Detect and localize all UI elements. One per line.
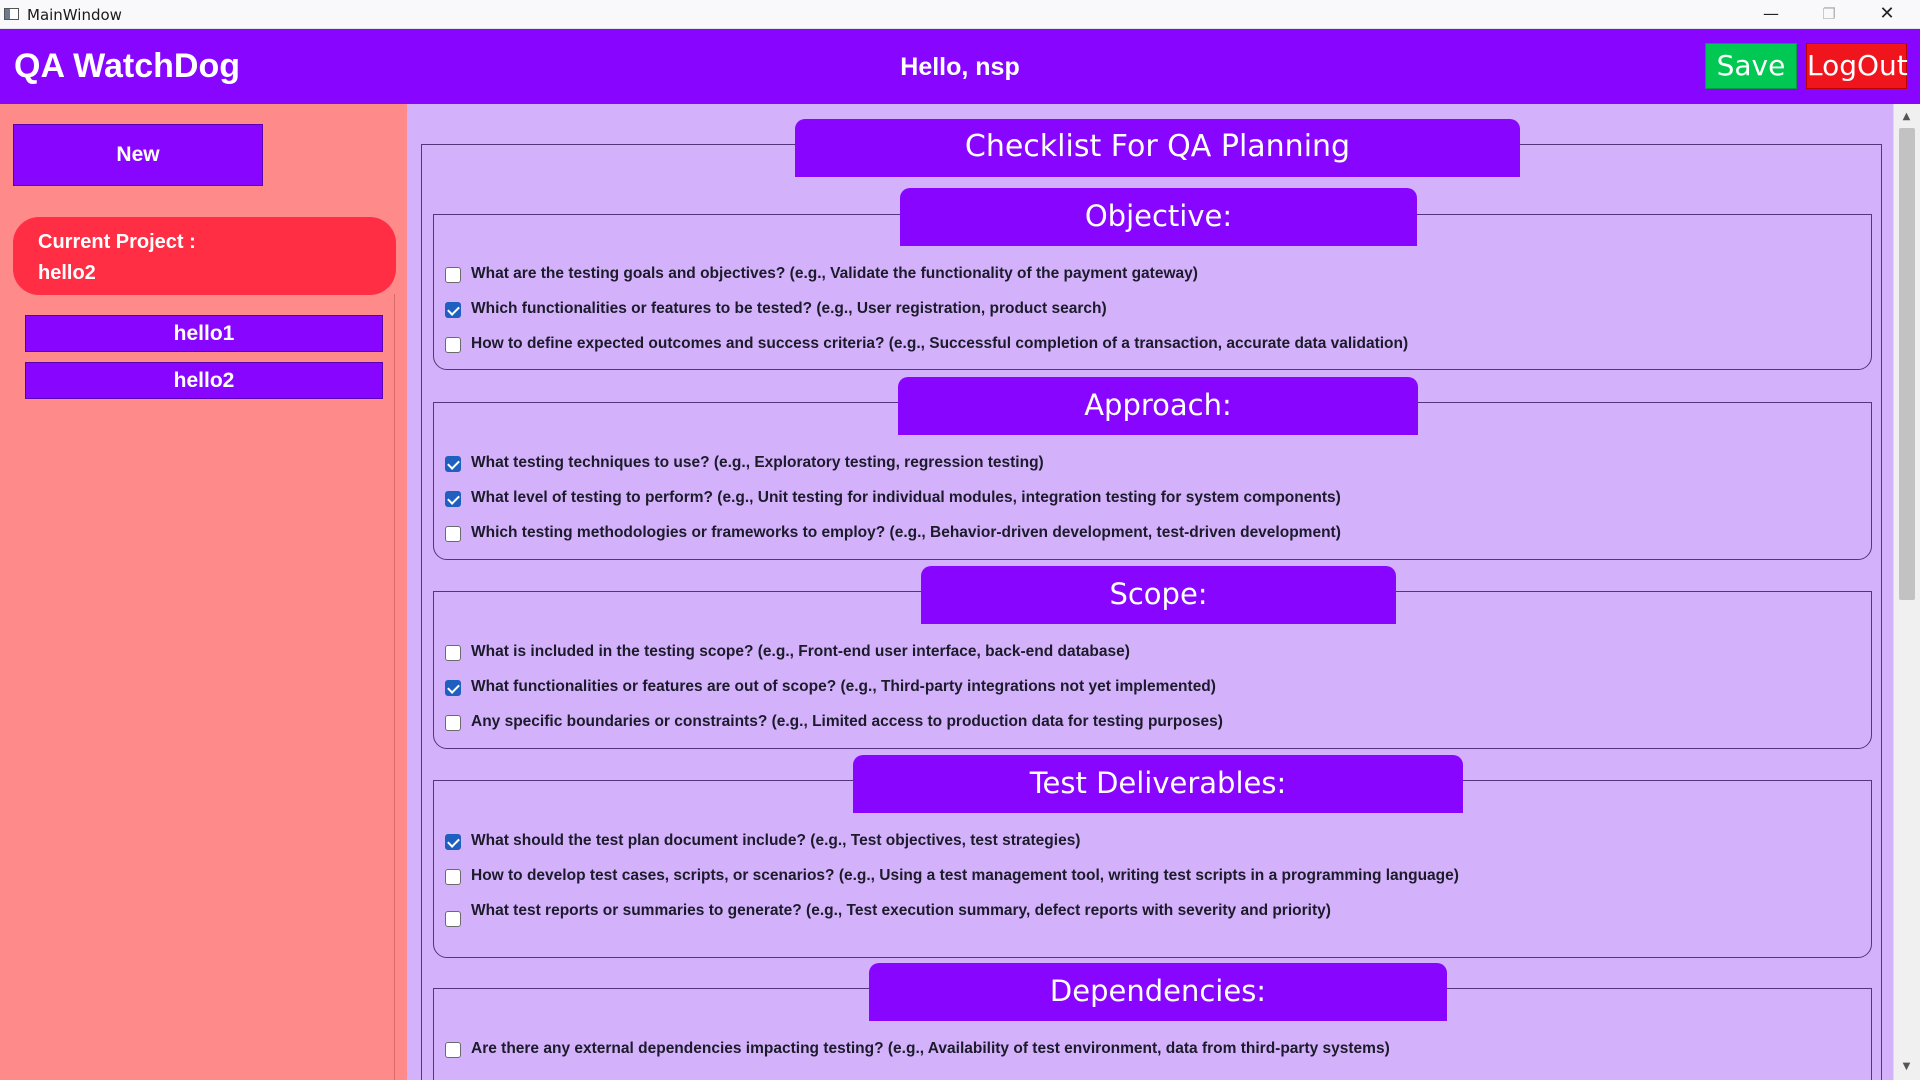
checkbox[interactable] (445, 491, 461, 507)
window-app-icon (4, 8, 19, 20)
scroll-down-icon[interactable]: ▼ (1902, 1061, 1911, 1072)
sidebar (0, 104, 407, 1080)
save-button[interactable]: Save (1705, 43, 1797, 89)
checklist-item-text: Any specific boundaries or constraints? (e.g., Limited access to production data for testing purposes) (471, 713, 1223, 730)
user-greeting: Hello, nsp (900, 53, 1020, 81)
checklist-item-text: What functionalities or features are out of scope? (e.g., Third-party integrations not yet implemented) (471, 678, 1216, 695)
checkbox[interactable] (445, 526, 461, 542)
app-title: QA WatchDog (14, 47, 241, 85)
checklist-item-text: Are there any external dependencies impacting testing? (e.g., Availability of test environment, data from third-party systems) (471, 1040, 1390, 1057)
logout-button[interactable]: LogOut (1806, 43, 1907, 89)
section-title-scope: Scope: (921, 566, 1396, 624)
section-title-test-deliverables: Test Deliverables: (853, 755, 1463, 813)
checkbox[interactable] (445, 680, 461, 696)
checklist-item-text: Which testing methodologies or frameworks to employ? (e.g., Behavior-driven development, test-driven development) (471, 524, 1341, 541)
checklist-item-text: What test reports or summaries to generate? (e.g., Test execution summary, defect reports with severity and priority) (471, 902, 1331, 919)
section-title-dependencies: Dependencies: (869, 963, 1447, 1021)
project-button-hello2[interactable]: hello2 (25, 362, 383, 399)
checklist-title: Checklist For QA Planning (795, 119, 1520, 177)
scroll-up-icon[interactable]: ▲ (1902, 111, 1911, 122)
checklist-item-text: How to develop test cases, scripts, or scenarios? (e.g., Using a test management tool, writing test scripts in a programming language) (471, 867, 1459, 884)
checkbox[interactable] (445, 267, 461, 283)
checklist-item-text: How to define expected outcomes and success criteria? (e.g., Successful completion of a transaction, accurate data validation) (471, 335, 1409, 352)
checklist-item-text: What are the testing goals and objectives? (e.g., Validate the functionality of the payment gateway) (471, 265, 1198, 282)
checkbox[interactable] (445, 1042, 461, 1058)
checkbox[interactable] (445, 456, 461, 472)
checklist-item-text: What should the test plan document include? (e.g., Test objectives, test strategies) (471, 832, 1081, 849)
checklist-item-text: What is included in the testing scope? (e.g., Front-end user interface, back-end database) (471, 643, 1130, 660)
maximize-icon[interactable]: ❐ (1822, 5, 1836, 23)
section-title-objective: Objective: (900, 188, 1417, 246)
new-project-button[interactable]: New (13, 124, 263, 186)
current-project-card (13, 217, 396, 295)
checklist-item-text: Which functionalities or features to be tested? (e.g., User registration, product search) (471, 300, 1107, 317)
scrollbar-thumb[interactable] (1899, 128, 1915, 600)
close-icon[interactable]: ✕ (1879, 3, 1895, 24)
window-title-bar (0, 0, 1920, 29)
project-button-hello1[interactable]: hello1 (25, 315, 383, 352)
checkbox[interactable] (445, 869, 461, 885)
checkbox[interactable] (445, 337, 461, 353)
checklist-item-text: What testing techniques to use? (e.g., Exploratory testing, regression testing) (471, 454, 1044, 471)
checklist-item-text: What level of testing to perform? (e.g., Unit testing for individual modules, integration testing for system components) (471, 489, 1341, 506)
checkbox[interactable] (445, 911, 461, 927)
current-project-name: hello2 (38, 262, 96, 284)
window-title: MainWindow (27, 6, 122, 24)
checklist-panel (407, 104, 1893, 1080)
minimize-icon[interactable]: — (1763, 4, 1779, 23)
checkbox[interactable] (445, 715, 461, 731)
checkbox[interactable] (445, 645, 461, 661)
current-project-label: Current Project : (38, 231, 196, 253)
sidebar-divider (394, 294, 395, 1080)
checkbox[interactable] (445, 834, 461, 850)
app-header (0, 29, 1920, 104)
checkbox[interactable] (445, 302, 461, 318)
section-title-approach: Approach: (898, 377, 1418, 435)
